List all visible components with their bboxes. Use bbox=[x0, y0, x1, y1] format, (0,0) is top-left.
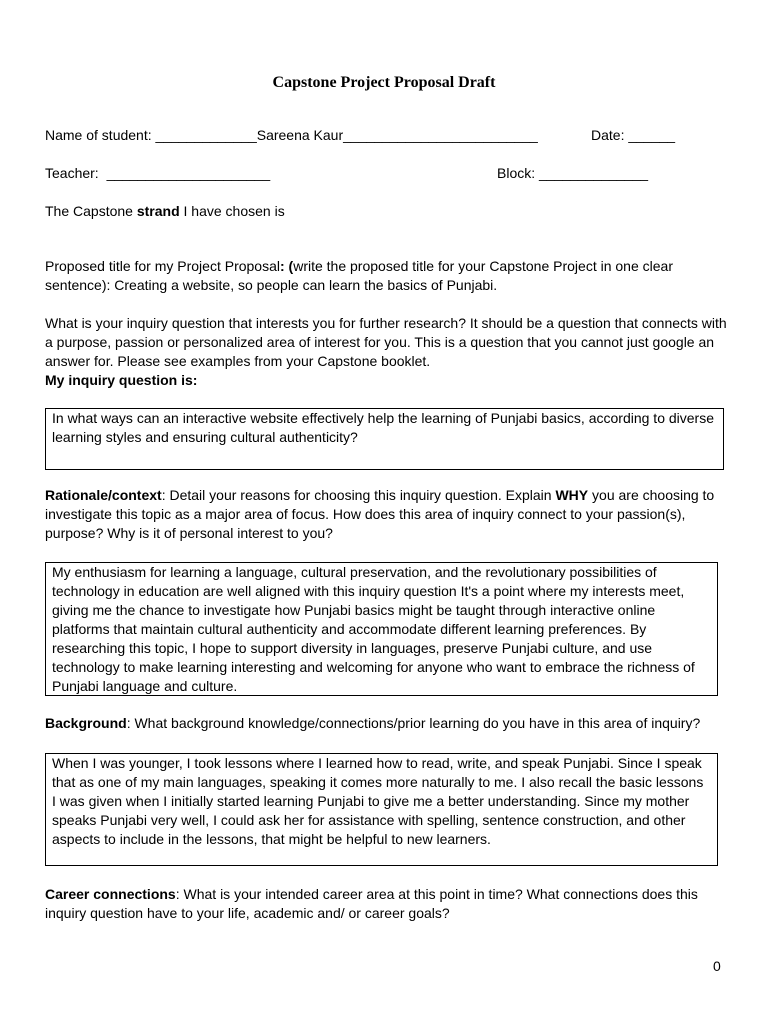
rationale-prompt-a: : Detail your reasons for choosing this inquiry question. Explain bbox=[161, 487, 556, 503]
inquiry-prompt bbox=[45, 314, 735, 390]
strand-suffix: I have chosen is bbox=[179, 203, 285, 219]
block-row bbox=[497, 164, 648, 183]
student-name-field[interactable]: _____________Sareena Kaur_________________________ bbox=[155, 127, 538, 143]
strand-prefix: The Capstone bbox=[45, 203, 137, 219]
rationale-why: WHY bbox=[555, 487, 589, 503]
strand-line bbox=[45, 202, 285, 221]
teacher-field[interactable]: _____________________ bbox=[106, 165, 271, 181]
rationale-answer-box[interactable] bbox=[45, 562, 718, 696]
date-label: Date: bbox=[591, 127, 625, 143]
page-number: 0 bbox=[713, 958, 721, 974]
date-row bbox=[591, 126, 675, 145]
background-prompt bbox=[45, 714, 745, 733]
inquiry-prompt-text: What is your inquiry question that interests you for further research? It should be a question that connects with a purpose, passion or personalized area of interest for you. This is a question that you cannot just google an answer for. Please see examples from your Capstone booklet. bbox=[45, 315, 727, 369]
background-answer-text: When I was younger, I took lessons where I learned how to read, write, and speak Punjabi. Since I speak that as one of my main languages, speaking it comes more naturally to me. I also recall the basic lessons I was given when I initially started learning Punjabi to give me a better understanding. Since my mother speaks Punjabi very well, I could ask her for assistance with spelling, sentence construction, and other aspects to include in the lessons, that might be helpful to new learners. bbox=[52, 755, 704, 847]
teacher-row bbox=[45, 164, 270, 183]
background-answer-box[interactable] bbox=[45, 753, 718, 866]
proposed-title-section bbox=[45, 257, 735, 295]
block-field[interactable]: ______________ bbox=[539, 165, 649, 181]
proposed-title-label: Proposed title for my Project Proposal bbox=[45, 258, 280, 274]
background-label: Background bbox=[45, 715, 127, 731]
student-name-row bbox=[45, 126, 538, 145]
page-title: Capstone Project Proposal Draft bbox=[272, 74, 496, 91]
career-prompt bbox=[45, 885, 735, 923]
rationale-label: Rationale/context bbox=[45, 487, 162, 503]
career-prompt-text: : What is your intended career area at this point in time? What connections does this inquiry question have to your life, academic and/ or career goals? bbox=[45, 886, 698, 921]
background-prompt-text: : What background knowledge/connections/prior learning do you have in this area of inquiry? bbox=[126, 715, 701, 731]
rationale-prompt bbox=[45, 486, 735, 543]
proposed-title-colon: : ( bbox=[280, 258, 294, 274]
rationale-answer-text: My enthusiasm for learning a language, cultural preservation, and the revolutionary possibilities of technology in education are well aligned with this inquiry question It's a point where my interests meet, giving me the chance to investigate how Punjabi basics might be taught through interactive online platforms that maintain cultural authenticity and accommodate different learning preferences. By researching this topic, I hope to support diversity in languages, preserve Punjabi culture, and use technology to make learning interesting and welcoming for anyone who want to embrace the richness of Punjabi language and culture. bbox=[52, 564, 695, 694]
inquiry-answer-text: In what ways can an interactive website effectively help the learning of Punjabi basics, according to diverse learning styles and ensuring cultural authenticity? bbox=[52, 410, 714, 445]
block-label: Block: bbox=[497, 165, 536, 181]
proposed-title-text: write the proposed title for your Capstone Project in one clear sentence): Creating a website, so people can learn the basics of Punjabi. bbox=[45, 258, 673, 293]
inquiry-label: My inquiry question is: bbox=[45, 372, 198, 388]
date-field[interactable]: ______ bbox=[628, 127, 676, 143]
rationale-prompt-b: you are choosing to investigate this topic as a major area of focus. How does this area of inquiry connect to your passion(s), purpose? Why is it of personal interest to you? bbox=[45, 487, 715, 541]
strand-bold: strand bbox=[136, 203, 180, 219]
student-name-label: Name of student: bbox=[45, 127, 152, 143]
inquiry-answer-box[interactable] bbox=[45, 408, 724, 470]
teacher-label: Teacher: bbox=[45, 165, 99, 181]
career-label: Career connections bbox=[45, 886, 176, 902]
